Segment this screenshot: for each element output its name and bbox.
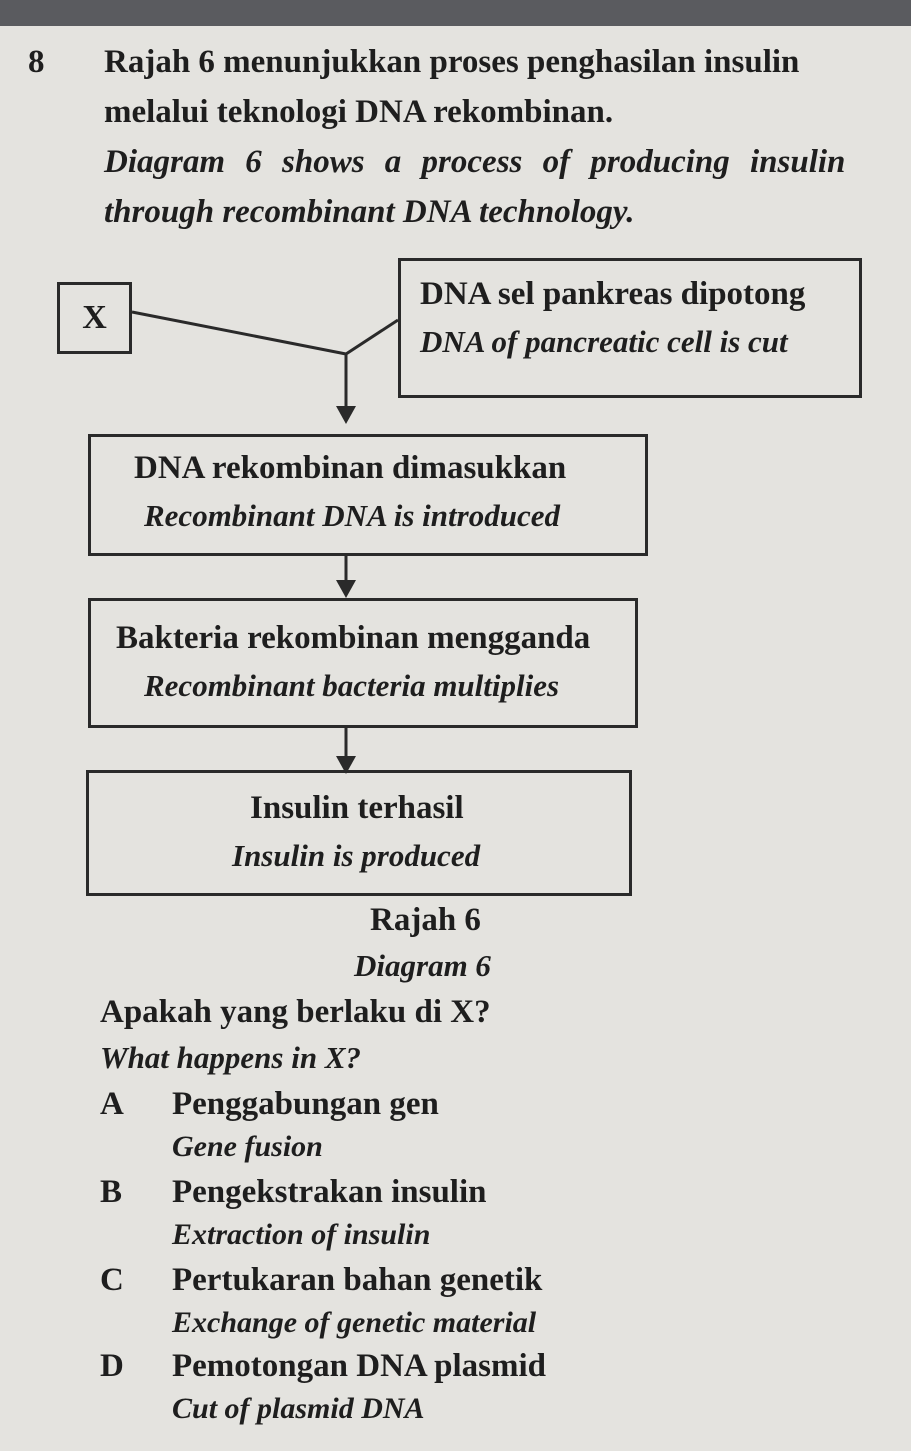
question-intro-ms-line2: melalui teknologi DNA rekombinan. xyxy=(104,94,614,130)
step2-text-ms: DNA rekombinan dimasukkan xyxy=(134,450,567,486)
step3-text-ms: Bakteria rekombinan mengganda xyxy=(116,620,591,656)
option-a-text-en: Gene fusion xyxy=(172,1130,323,1163)
option-b-letter: B xyxy=(100,1174,123,1210)
step1-text-ms: DNA sel pankreas dipotong xyxy=(420,276,806,312)
option-d-text-en: Cut of plasmid DNA xyxy=(172,1392,425,1425)
arrow-head-2 xyxy=(336,580,356,598)
question-intro-en-line1: Diagram 6 shows a process of producing insulin xyxy=(104,144,846,180)
step4-box xyxy=(86,770,632,896)
option-a-text-ms: Penggabungan gen xyxy=(172,1086,439,1122)
option-c-letter: C xyxy=(100,1262,124,1298)
option-d-text-ms: Pemotongan DNA plasmid xyxy=(172,1348,547,1384)
step2-text-en: Recombinant DNA is introduced xyxy=(144,498,560,533)
line-x-to-merge xyxy=(132,312,346,354)
step3-text-en: Recombinant bacteria multiplies xyxy=(144,668,560,703)
question-intro-en-line2: through recombinant DNA technology. xyxy=(104,194,635,230)
option-a-letter: A xyxy=(100,1086,124,1122)
arrow-head-1 xyxy=(336,406,356,424)
option-b-text-en: Extraction of insulin xyxy=(172,1218,431,1251)
step3-box xyxy=(88,598,638,728)
step1-text-en: DNA of pancreatic cell is cut xyxy=(420,324,788,359)
option-b-text-ms: Pengekstrakan insulin xyxy=(172,1174,487,1210)
prompt-en: What happens in X? xyxy=(100,1040,362,1075)
question-intro-ms-line1: Rajah 6 menunjukkan proses penghasilan insulin xyxy=(104,44,800,80)
prompt-ms: Apakah yang berlaku di X? xyxy=(100,994,491,1030)
diagram-caption-ms: Rajah 6 xyxy=(370,902,481,938)
step4-text-en: Insulin is produced xyxy=(232,838,481,873)
question-number: 8 xyxy=(28,44,45,80)
option-c-text-ms: Pertukaran bahan genetik xyxy=(172,1262,543,1298)
diagram-caption-en: Diagram 6 xyxy=(354,948,491,983)
step4-text-ms: Insulin terhasil xyxy=(250,790,464,826)
option-c-text-en: Exchange of genetic material xyxy=(172,1306,537,1339)
option-d-letter: D xyxy=(100,1348,124,1384)
box-x xyxy=(57,282,132,354)
line-step1-to-merge xyxy=(346,320,398,354)
box-x-label: X xyxy=(82,299,107,336)
